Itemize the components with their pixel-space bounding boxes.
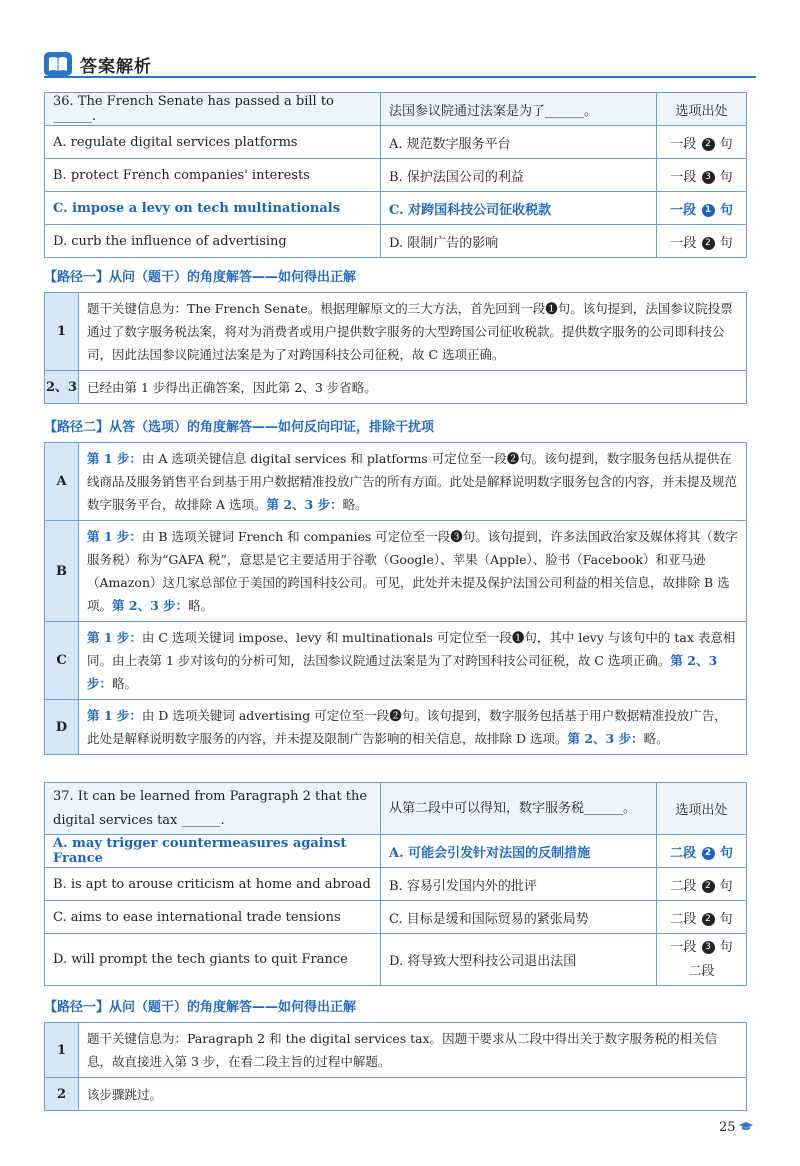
- route-one-title-q37: 【路径一】从问（题干）的角度解答——如何得出正解: [44, 1000, 357, 1015]
- option-cn: B. 保护法国公司的利益: [381, 159, 657, 192]
- step-row: [45, 293, 747, 371]
- analysis-body: 由 A 选项关键信息 digital services 和 platforms 可定位至一段❷句。该句提到，数字服务包括从提供在线商品及服务销售平台到基于用户数据精准投放广告的所有方面。此处是解释说明数字服务包含的内容，并未提及规范数字服务平台，故排除 A 选项。: [87, 451, 738, 512]
- option-source: [657, 901, 747, 934]
- source-para: 一段: [670, 939, 697, 955]
- question-en: 36. The French Senate has passed a bill to ______.: [45, 93, 381, 126]
- analysis-tail: 略。: [188, 598, 214, 613]
- option-row-d: [45, 225, 747, 258]
- section-title: 答案解析: [80, 57, 152, 77]
- route-two-table: [44, 442, 747, 755]
- source-para: 二段: [670, 911, 697, 927]
- analysis-body: 由 D 选项关键词 advertising 可定位至一段❷句。该句提到，数字服务包括基于用户数据精准投放广告，此处是解释说明数字服务的内容，并未提及限制广告影响的相关信息，故排除 D 选项。: [87, 708, 727, 746]
- source-unit: 句: [719, 235, 733, 251]
- sentence-number: 2: [702, 913, 715, 926]
- option-cn: B. 容易引发国内外的批评: [381, 868, 657, 901]
- step-number: 2: [45, 1078, 79, 1111]
- source-para: 一段: [669, 202, 696, 218]
- source-header: 选项出处: [657, 783, 747, 835]
- source-unit: 句: [720, 845, 734, 861]
- option-en: C. impose a levy on tech multinationals: [45, 192, 381, 225]
- analysis-tail: 略。: [342, 497, 368, 512]
- analysis-text: [79, 443, 747, 521]
- option-source: [657, 934, 747, 986]
- option-en: C. aims to ease international trade tensions: [45, 901, 381, 934]
- option-row-a: [45, 126, 747, 159]
- source-unit: 句: [719, 169, 733, 185]
- source-unit: 句: [719, 878, 733, 894]
- source-para: 一段: [670, 235, 697, 251]
- option-letter: C: [45, 622, 79, 700]
- option-analysis-row: [45, 443, 747, 521]
- step-label: 第 1 步：: [87, 708, 142, 723]
- question-en: 37. It can be learned from Paragraph 2 that the digital services tax ______.: [45, 783, 381, 835]
- route-one-title: 【路径一】从问（题干）的角度解答——如何得出正解: [44, 270, 357, 285]
- step-text: 该步骤跳过。: [79, 1078, 747, 1111]
- source-unit: 句: [719, 136, 733, 152]
- step-row: [45, 1078, 747, 1111]
- step-number: 1: [45, 293, 79, 371]
- option-source: [657, 192, 747, 225]
- option-row-c: [45, 901, 747, 934]
- source-header: 选项出处: [657, 93, 747, 126]
- option-cn: A. 可能会引发针对法国的反制措施: [381, 835, 657, 868]
- option-letter: D: [45, 700, 79, 755]
- sentence-number: 2: [702, 847, 715, 860]
- option-letter: A: [45, 443, 79, 521]
- step-label: 第 1 步：: [87, 630, 142, 645]
- question-row: [45, 783, 747, 835]
- question-37-table: [44, 782, 747, 986]
- option-row-b: [45, 159, 747, 192]
- graduation-cap-icon: [739, 1122, 753, 1131]
- option-source: [657, 868, 747, 901]
- source-para-extra: 二段: [688, 963, 715, 979]
- source-unit: 句: [719, 939, 733, 955]
- route-one-table: [44, 292, 747, 404]
- option-row-a-correct: [45, 835, 747, 868]
- analysis-tail: 略。: [112, 676, 138, 691]
- source-para: 二段: [669, 845, 696, 861]
- option-analysis-row: [45, 700, 747, 755]
- sentence-number: 1: [702, 204, 715, 217]
- step-label: 第 2、3 步：: [87, 653, 718, 691]
- source-unit: 句: [720, 202, 734, 218]
- option-cn: D. 限制广告的影响: [381, 225, 657, 258]
- analysis-text: [79, 622, 747, 700]
- analysis-body: 由 B 选项关键词 French 和 companies 可定位至一段❸句。该句提到，许多法国政治家及媒体将其（数字服务税）称为“GAFA 税”，意思是它主要适用于谷歌（Google）、苹果（Apple）、脸书（Facebook）和亚马逊（Amazon）这几家总部位于美国的跨国科技公司。可见，此处并未提及保护法国公司利益的相关信息，故排除 B 选项。: [87, 529, 738, 613]
- sentence-number: 2: [702, 880, 715, 893]
- step-row: [45, 371, 747, 404]
- source-para: 一段: [670, 136, 697, 152]
- sentence-number: 2: [702, 138, 715, 151]
- option-row-c-correct: [45, 192, 747, 225]
- option-cn: C. 对跨国科技公司征收税款: [381, 192, 657, 225]
- source-para: 二段: [670, 878, 697, 894]
- option-row-b: [45, 868, 747, 901]
- option-analysis-row: [45, 622, 747, 700]
- step-label: 第 2、3 步：: [112, 598, 189, 613]
- analysis-text: [79, 700, 747, 755]
- option-cn: D. 将导致大型科技公司退出法国: [381, 934, 657, 986]
- book-icon: [44, 52, 72, 76]
- option-source: [657, 225, 747, 258]
- option-en: B. is apt to arouse criticism at home and abroad: [45, 868, 381, 901]
- option-letter: B: [45, 521, 79, 622]
- option-en: D. will prompt the tech giants to quit France: [45, 934, 381, 986]
- analysis-text: [79, 521, 747, 622]
- question-36-table: [44, 92, 747, 258]
- step-row: [45, 1023, 747, 1078]
- analysis-tail: 略。: [643, 731, 669, 746]
- option-source: [657, 159, 747, 192]
- option-source: [657, 126, 747, 159]
- option-en: A. may trigger countermeasures against France: [45, 835, 381, 868]
- step-label: 第 2、3 步：: [266, 497, 343, 512]
- step-text: 已经由第 1 步得出正确答案，因此第 2、3 步省略。: [79, 371, 747, 404]
- option-en: B. protect French companies' interests: [45, 159, 381, 192]
- option-en: D. curb the influence of advertising: [45, 225, 381, 258]
- sentence-number: 3: [702, 941, 715, 954]
- step-label: 第 1 步：: [87, 451, 142, 466]
- option-row-d: [45, 934, 747, 986]
- step-number: 2、3: [45, 371, 79, 404]
- step-text: 题干关键信息为：Paragraph 2 和 the digital services tax。因题干要求从二段中得出关于数字服务税的相关信息，故直接进入第 3 步，在看二段主旨的过程中解题。: [79, 1023, 747, 1078]
- option-analysis-row: [45, 521, 747, 622]
- step-label: 第 2、3 步：: [567, 731, 644, 746]
- option-en: A. regulate digital services platforms: [45, 126, 381, 159]
- source-unit: 句: [719, 911, 733, 927]
- option-source: [657, 835, 747, 868]
- option-cn: C. 目标是缓和国际贸易的紧张局势: [381, 901, 657, 934]
- source-para: 一段: [670, 169, 697, 185]
- step-label: 第 1 步：: [87, 529, 142, 544]
- question-cn: 法国参议院通过法案是为了______。: [381, 93, 657, 126]
- step-number: 1: [45, 1023, 79, 1078]
- route-two-title: 【路径二】从答（选项）的角度解答——如何反向印证，排除干扰项: [44, 420, 435, 435]
- option-cn: A. 规范数字服务平台: [381, 126, 657, 159]
- sentence-number: 2: [702, 237, 715, 250]
- step-text: 题干关键信息为：The French Senate。根据理解原文的三大方法，首先回到一段❶句。该句提到，法国参议院投票通过了数字服务税法案，将对为消费者或用户提供数字服务的大型跨国公司征收税款。提供数字服务的公司即科技公司，因此法国参议院通过法案是为了对跨国科技公司征税，故 C 选项正确。: [79, 293, 747, 371]
- section-header: [44, 52, 756, 78]
- analysis-body: 由 C 选项关键词 impose、levy 和 multinationals 可定位至一段❶句，其中 levy 与该句中的 tax 表意相同。由上表第 1 步对该句的分析可知，法国参议院通过法案是为了对跨国科技公司征税，故 C 选项正确。: [87, 630, 736, 668]
- route-one-table-q37: [44, 1022, 747, 1111]
- question-row: [45, 93, 747, 126]
- question-cn: 从第二段中可以得知，数字服务税______。: [381, 783, 657, 835]
- sentence-number: 3: [702, 171, 715, 184]
- page-number: 25: [719, 1120, 736, 1135]
